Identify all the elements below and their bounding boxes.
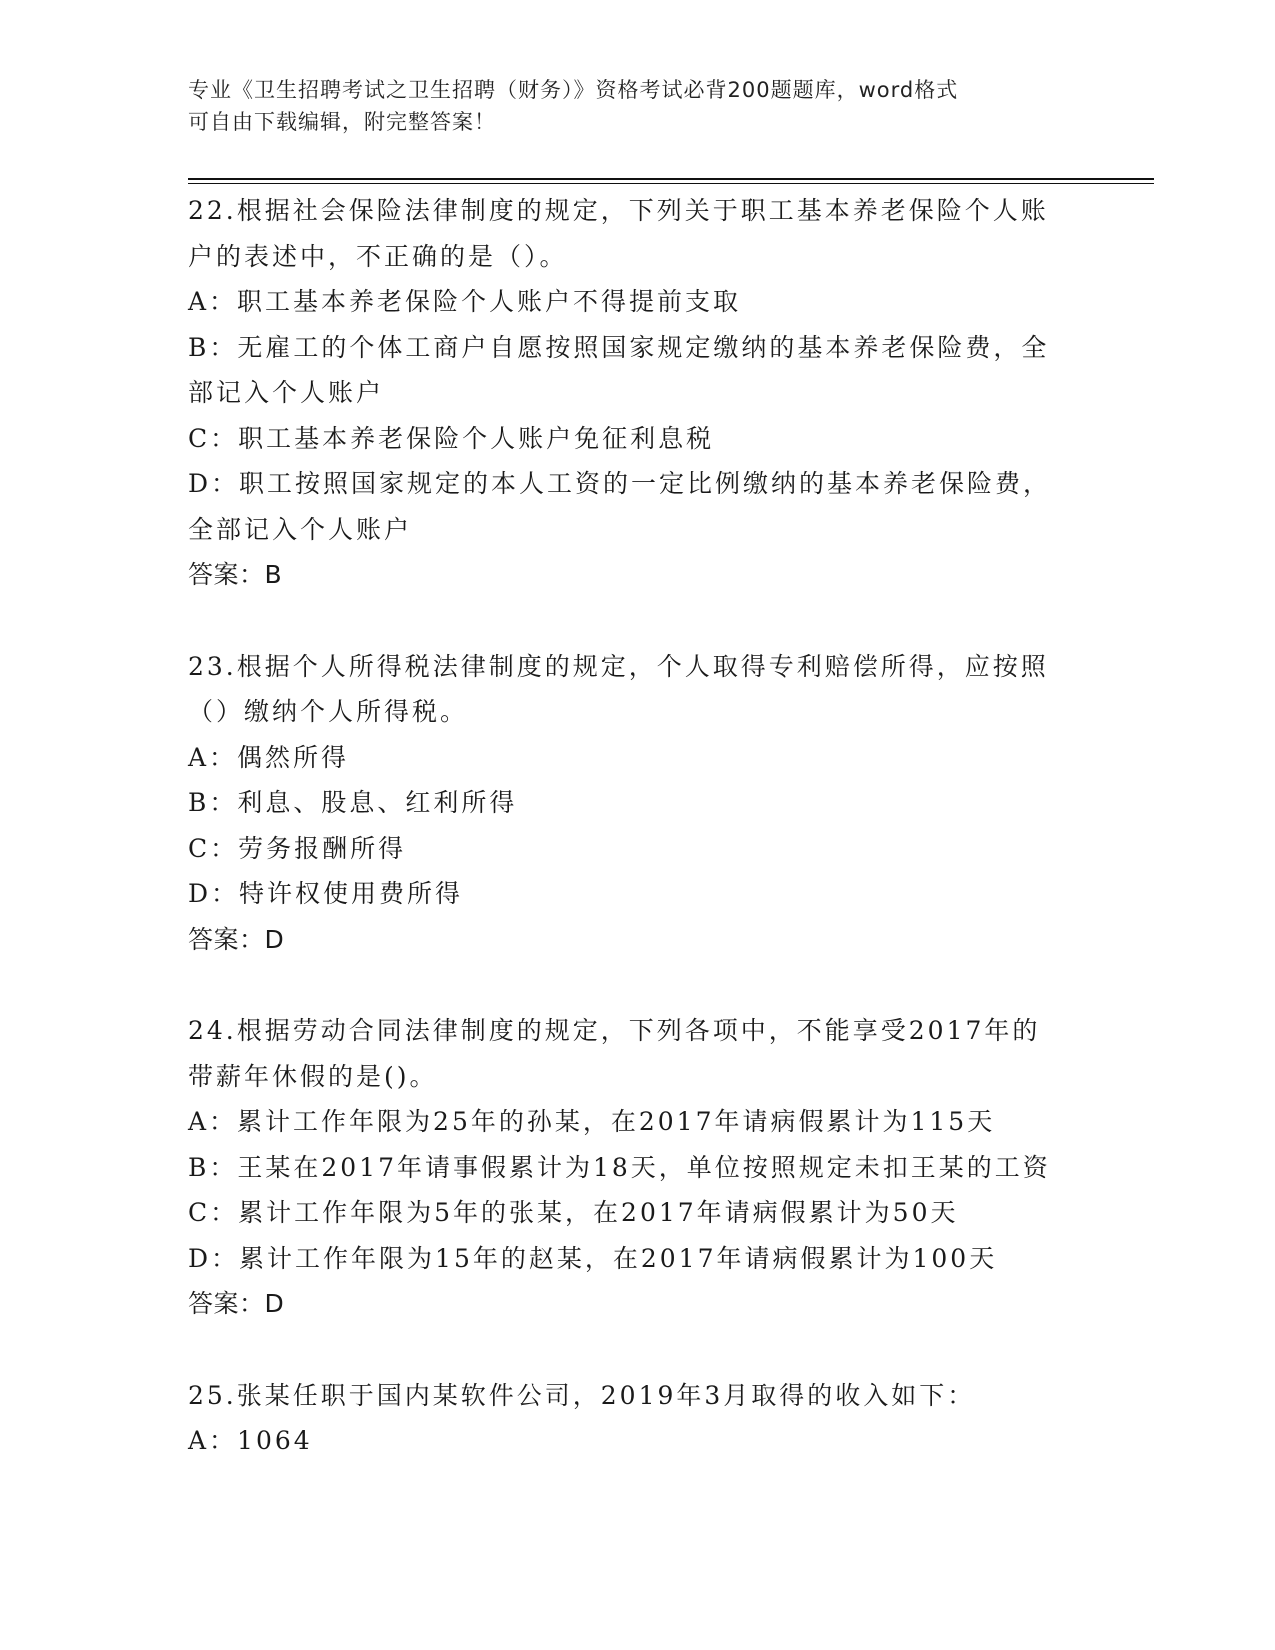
- question-stem-line: 24.根据劳动合同法律制度的规定，下列各项中，不能享受2017年的: [188, 1016, 1041, 1045]
- question-stem-line: 户的表述中，不正确的是（）。: [188, 241, 568, 271]
- question-block: [188, 1008, 1088, 1327]
- option-line: C：劳务报酬所得: [188, 833, 407, 863]
- question-stem-line: 22.根据社会保险法律制度的规定，下列关于职工基本养老保险个人账: [188, 196, 1049, 225]
- question-list: [188, 188, 1088, 1510]
- header-line-1: 专业《卫生招聘考试之卫生招聘（财务）》资格考试必背200题题库，word格式: [188, 78, 959, 102]
- option-line: B：利息、股息、红利所得: [188, 788, 518, 817]
- question-block: [188, 188, 1088, 598]
- answer-line: 答案：B: [188, 560, 283, 589]
- option-line: D：特许权使用费所得: [188, 879, 464, 908]
- answer-line: 答案：D: [188, 924, 285, 954]
- header-rule-thick: [188, 178, 1154, 180]
- option-line: D：职工按照国家规定的本人工资的一定比例缴纳的基本养老保险费，: [188, 469, 1052, 498]
- option-line: B：无雇工的个体工商户自愿按照国家规定缴纳的基本养老保险费，全: [188, 332, 1050, 362]
- option-line: A：累计工作年限为25年的孙某，在2017年请病假累计为115天: [188, 1107, 996, 1136]
- option-line: 部记入个人账户: [188, 378, 385, 407]
- option-line: D：累计工作年限为15年的赵某，在2017年请病假累计为100天: [188, 1243, 998, 1273]
- question-block: [188, 1373, 1088, 1464]
- document-header: [188, 74, 1068, 138]
- question-block: [188, 644, 1088, 963]
- option-line: C：职工基本养老保险个人账户免征利息税: [188, 423, 715, 453]
- question-stem-line: （）缴纳个人所得税。: [188, 697, 469, 726]
- question-stem-line: 带薪年休假的是()。: [188, 1061, 438, 1091]
- header-line-2: 可自由下载编辑，附完整答案！: [188, 110, 496, 134]
- header-rule-thin: [188, 183, 1154, 184]
- option-line: C：累计工作年限为5年的张某，在2017年请病假累计为50天: [188, 1198, 959, 1227]
- option-line: A：偶然所得: [188, 742, 350, 772]
- option-line: 全部记入个人账户: [188, 514, 413, 544]
- option-line: A：1064: [188, 1426, 313, 1455]
- answer-line: 答案：D: [188, 1289, 285, 1318]
- question-stem-line: 23.根据个人所得税法律制度的规定，个人取得专利赔偿所得，应按照: [188, 651, 1049, 681]
- option-line: B：王某在2017年请事假累计为18天，单位按照规定未扣王某的工资: [188, 1152, 1051, 1182]
- option-line: A：职工基本养老保险个人账户不得提前支取: [188, 287, 742, 316]
- question-stem-line: 25.张某任职于国内某软件公司，2019年3月取得的收入如下：: [188, 1380, 976, 1410]
